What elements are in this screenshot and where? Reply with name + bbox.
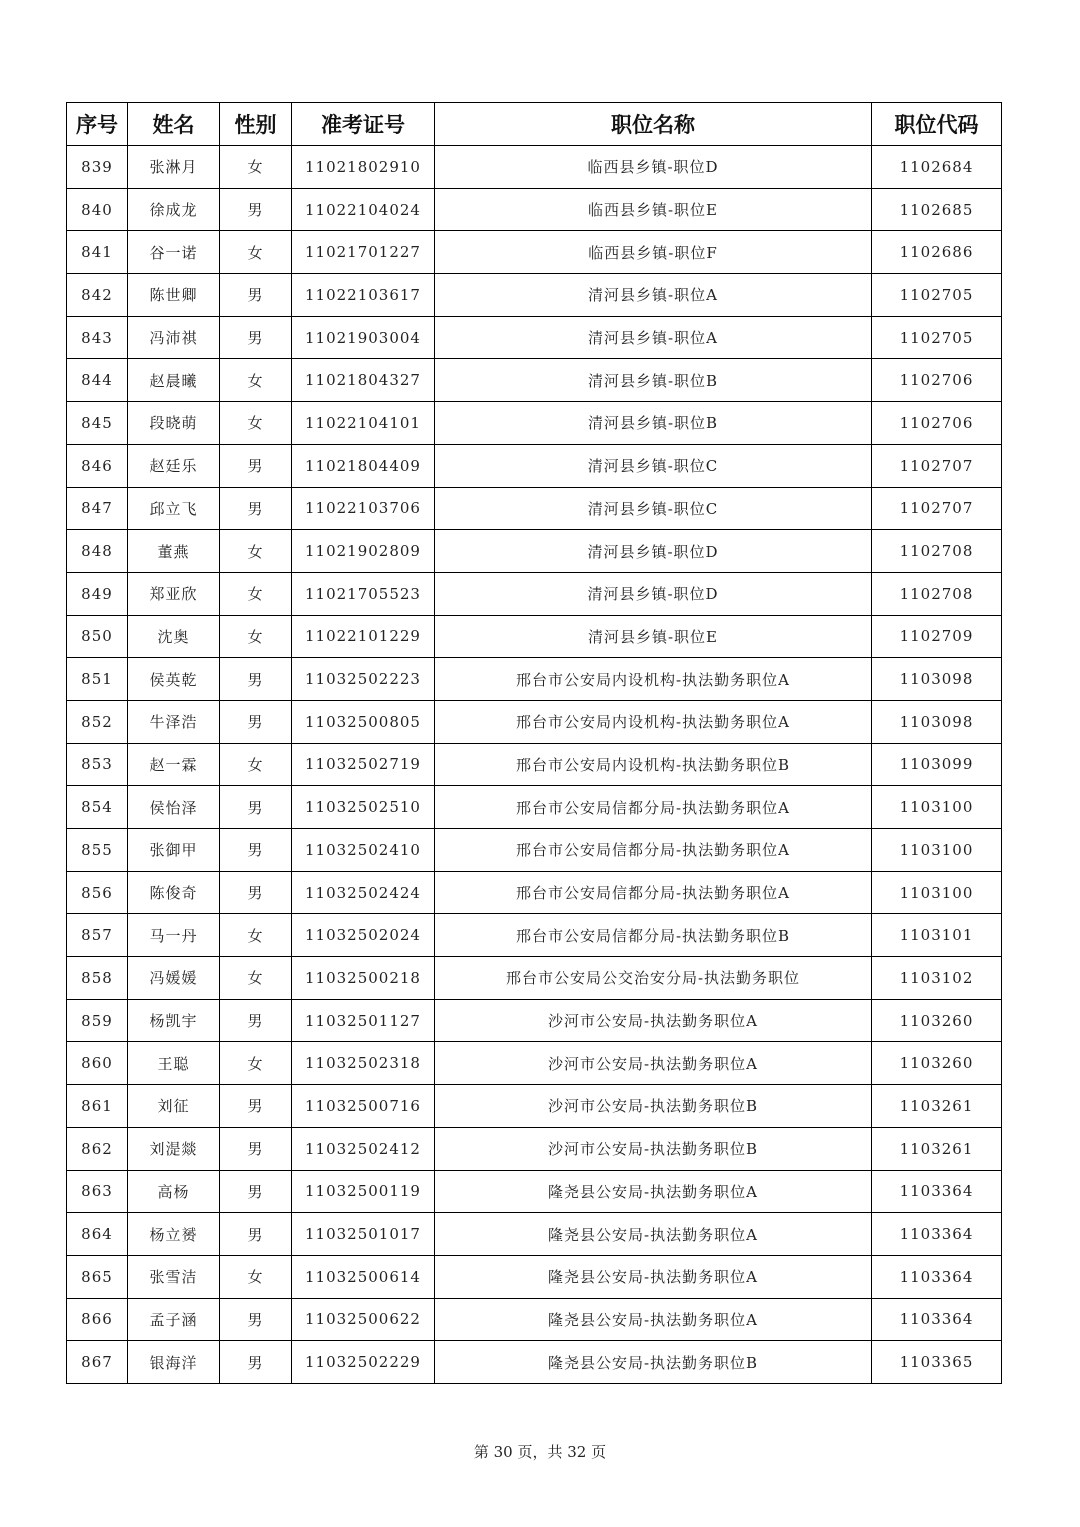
candidate-table (66, 102, 1002, 1384)
cell-gender: 男 (220, 274, 292, 317)
cell-gender: 男 (220, 1213, 292, 1256)
cell-position-name: 隆尧县公安局-执法勤务职位A (435, 1255, 872, 1298)
cell-position-code: 1103364 (872, 1170, 1002, 1213)
cell-position-code: 1102685 (872, 188, 1002, 231)
cell-name: 赵晨曦 (128, 359, 220, 402)
cell-index: 867 (67, 1341, 128, 1384)
cell-gender: 男 (220, 444, 292, 487)
cell-index: 843 (67, 316, 128, 359)
cell-name: 段晓萌 (128, 402, 220, 445)
cell-ticket-number: 11022104024 (292, 188, 435, 231)
table-row (67, 530, 1002, 573)
cell-ticket-number: 11032502719 (292, 743, 435, 786)
header-position-name: 职位名称 (435, 103, 872, 146)
cell-position-name: 邢台市公安局公交治安分局-执法勤务职位 (435, 957, 872, 1000)
cell-ticket-number: 11022103706 (292, 487, 435, 530)
cell-name: 高杨 (128, 1170, 220, 1213)
cell-gender: 男 (220, 871, 292, 914)
cell-position-code: 1102706 (872, 359, 1002, 402)
cell-position-code: 1102709 (872, 615, 1002, 658)
table-row (67, 786, 1002, 829)
cell-gender: 男 (220, 829, 292, 872)
cell-name: 陈俊奇 (128, 871, 220, 914)
cell-position-name: 清河县乡镇-职位C (435, 487, 872, 530)
cell-gender: 女 (220, 1042, 292, 1085)
cell-index: 859 (67, 999, 128, 1042)
cell-position-name: 隆尧县公安局-执法勤务职位B (435, 1341, 872, 1384)
cell-position-name: 邢台市公安局信都分局-执法勤务职位A (435, 871, 872, 914)
table-row (67, 1042, 1002, 1085)
cell-position-name: 临西县乡镇-职位E (435, 188, 872, 231)
table-row (67, 487, 1002, 530)
cell-ticket-number: 11032502318 (292, 1042, 435, 1085)
cell-name: 沈奥 (128, 615, 220, 658)
cell-index: 864 (67, 1213, 128, 1256)
cell-position-code: 1103364 (872, 1213, 1002, 1256)
table-row (67, 572, 1002, 615)
cell-position-name: 清河县乡镇-职位B (435, 359, 872, 402)
cell-name: 郑亚欣 (128, 572, 220, 615)
cell-index: 852 (67, 700, 128, 743)
cell-index: 850 (67, 615, 128, 658)
cell-index: 865 (67, 1255, 128, 1298)
table-row (67, 231, 1002, 274)
cell-index: 847 (67, 487, 128, 530)
cell-position-code: 1103100 (872, 786, 1002, 829)
cell-ticket-number: 11021705523 (292, 572, 435, 615)
cell-index: 840 (67, 188, 128, 231)
cell-position-name: 邢台市公安局信都分局-执法勤务职位A (435, 786, 872, 829)
cell-name: 杨立赟 (128, 1213, 220, 1256)
cell-position-code: 1103364 (872, 1255, 1002, 1298)
cell-gender: 男 (220, 188, 292, 231)
cell-name: 邱立飞 (128, 487, 220, 530)
table-row (67, 615, 1002, 658)
cell-index: 866 (67, 1298, 128, 1341)
table-row (67, 1170, 1002, 1213)
table-body (67, 146, 1002, 1384)
cell-ticket-number: 11032501017 (292, 1213, 435, 1256)
cell-gender: 男 (220, 658, 292, 701)
table-row (67, 402, 1002, 445)
cell-position-name: 邢台市公安局内设机构-执法勤务职位B (435, 743, 872, 786)
cell-name: 牛泽浩 (128, 700, 220, 743)
cell-gender: 男 (220, 1085, 292, 1128)
cell-gender: 女 (220, 615, 292, 658)
cell-name: 陈世卿 (128, 274, 220, 317)
cell-position-name: 清河县乡镇-职位A (435, 274, 872, 317)
cell-ticket-number: 11032501127 (292, 999, 435, 1042)
cell-ticket-number: 11032500716 (292, 1085, 435, 1128)
table-row (67, 743, 1002, 786)
cell-name: 张淋月 (128, 146, 220, 189)
cell-position-code: 1102706 (872, 402, 1002, 445)
cell-index: 849 (67, 572, 128, 615)
table-row (67, 1213, 1002, 1256)
cell-ticket-number: 11032500119 (292, 1170, 435, 1213)
cell-name: 董燕 (128, 530, 220, 573)
header-position-code: 职位代码 (872, 103, 1002, 146)
cell-ticket-number: 11021804327 (292, 359, 435, 402)
cell-gender: 女 (220, 957, 292, 1000)
cell-gender: 女 (220, 1255, 292, 1298)
cell-ticket-number: 11032500805 (292, 700, 435, 743)
cell-index: 853 (67, 743, 128, 786)
cell-name: 侯英乾 (128, 658, 220, 701)
cell-index: 854 (67, 786, 128, 829)
cell-index: 839 (67, 146, 128, 189)
cell-ticket-number: 11021902809 (292, 530, 435, 573)
cell-position-name: 临西县乡镇-职位D (435, 146, 872, 189)
cell-position-name: 邢台市公安局信都分局-执法勤务职位B (435, 914, 872, 957)
cell-position-name: 隆尧县公安局-执法勤务职位A (435, 1298, 872, 1341)
cell-name: 赵一霖 (128, 743, 220, 786)
cell-name: 赵廷乐 (128, 444, 220, 487)
cell-name: 刘湜燚 (128, 1127, 220, 1170)
cell-position-code: 1103098 (872, 658, 1002, 701)
cell-gender: 男 (220, 700, 292, 743)
cell-index: 855 (67, 829, 128, 872)
cell-ticket-number: 11021802910 (292, 146, 435, 189)
cell-index: 851 (67, 658, 128, 701)
cell-position-name: 隆尧县公安局-执法勤务职位A (435, 1170, 872, 1213)
cell-gender: 男 (220, 999, 292, 1042)
cell-position-name: 清河县乡镇-职位C (435, 444, 872, 487)
table-row (67, 829, 1002, 872)
cell-position-code: 1102707 (872, 487, 1002, 530)
cell-position-name: 沙河市公安局-执法勤务职位B (435, 1127, 872, 1170)
table-row (67, 146, 1002, 189)
cell-gender: 男 (220, 1170, 292, 1213)
cell-position-code: 1103101 (872, 914, 1002, 957)
cell-name: 银海洋 (128, 1341, 220, 1384)
cell-index: 858 (67, 957, 128, 1000)
header-index: 序号 (67, 103, 128, 146)
cell-gender: 女 (220, 231, 292, 274)
cell-ticket-number: 11032500614 (292, 1255, 435, 1298)
cell-index: 856 (67, 871, 128, 914)
cell-name: 冯媛媛 (128, 957, 220, 1000)
cell-ticket-number: 11032502223 (292, 658, 435, 701)
cell-ticket-number: 11032502229 (292, 1341, 435, 1384)
cell-name: 张雪洁 (128, 1255, 220, 1298)
cell-gender: 女 (220, 572, 292, 615)
table-row (67, 1341, 1002, 1384)
cell-position-name: 沙河市公安局-执法勤务职位B (435, 1085, 872, 1128)
cell-index: 841 (67, 231, 128, 274)
table-row (67, 1298, 1002, 1341)
cell-position-code: 1102684 (872, 146, 1002, 189)
cell-position-code: 1103260 (872, 1042, 1002, 1085)
cell-ticket-number: 11032502024 (292, 914, 435, 957)
cell-position-code: 1103261 (872, 1085, 1002, 1128)
table-row (67, 188, 1002, 231)
cell-ticket-number: 11021903004 (292, 316, 435, 359)
table-row (67, 999, 1002, 1042)
cell-index: 861 (67, 1085, 128, 1128)
cell-ticket-number: 11021701227 (292, 231, 435, 274)
header-ticket-number: 准考证号 (292, 103, 435, 146)
cell-ticket-number: 11032500218 (292, 957, 435, 1000)
cell-position-code: 1102707 (872, 444, 1002, 487)
table-row (67, 1127, 1002, 1170)
cell-ticket-number: 11022104101 (292, 402, 435, 445)
cell-name: 王聪 (128, 1042, 220, 1085)
cell-index: 862 (67, 1127, 128, 1170)
cell-name: 张御甲 (128, 829, 220, 872)
cell-position-name: 沙河市公安局-执法勤务职位A (435, 1042, 872, 1085)
cell-gender: 男 (220, 487, 292, 530)
cell-index: 844 (67, 359, 128, 402)
table-row (67, 914, 1002, 957)
cell-index: 845 (67, 402, 128, 445)
cell-gender: 女 (220, 359, 292, 402)
cell-position-name: 清河县乡镇-职位D (435, 572, 872, 615)
cell-position-code: 1102705 (872, 316, 1002, 359)
cell-gender: 女 (220, 402, 292, 445)
cell-position-name: 沙河市公安局-执法勤务职位A (435, 999, 872, 1042)
cell-index: 857 (67, 914, 128, 957)
cell-position-name: 邢台市公安局信都分局-执法勤务职位A (435, 829, 872, 872)
cell-position-code: 1103260 (872, 999, 1002, 1042)
cell-index: 860 (67, 1042, 128, 1085)
header-gender: 性别 (220, 103, 292, 146)
page-number-footer: 第 30 页，共 32 页 (473, 1443, 607, 1461)
table-header-row (67, 103, 1002, 146)
header-name: 姓名 (128, 103, 220, 146)
table-row (67, 957, 1002, 1000)
cell-index: 848 (67, 530, 128, 573)
table-row (67, 359, 1002, 402)
cell-gender: 男 (220, 786, 292, 829)
cell-name: 侯怡泽 (128, 786, 220, 829)
cell-name: 刘征 (128, 1085, 220, 1128)
cell-ticket-number: 11032502510 (292, 786, 435, 829)
cell-gender: 男 (220, 1298, 292, 1341)
cell-ticket-number: 11032502410 (292, 829, 435, 872)
table-row (67, 658, 1002, 701)
cell-position-code: 1102708 (872, 572, 1002, 615)
cell-position-code: 1102686 (872, 231, 1002, 274)
cell-position-code: 1103100 (872, 829, 1002, 872)
table-row (67, 700, 1002, 743)
cell-gender: 女 (220, 146, 292, 189)
cell-name: 孟子涵 (128, 1298, 220, 1341)
cell-gender: 男 (220, 1127, 292, 1170)
cell-name: 谷一诺 (128, 231, 220, 274)
cell-position-name: 临西县乡镇-职位F (435, 231, 872, 274)
cell-position-code: 1103099 (872, 743, 1002, 786)
cell-gender: 男 (220, 316, 292, 359)
cell-position-name: 隆尧县公安局-执法勤务职位A (435, 1213, 872, 1256)
cell-ticket-number: 11022101229 (292, 615, 435, 658)
cell-gender: 男 (220, 1341, 292, 1384)
cell-position-name: 清河县乡镇-职位B (435, 402, 872, 445)
table-row (67, 1255, 1002, 1298)
cell-position-name: 清河县乡镇-职位D (435, 530, 872, 573)
cell-position-code: 1103365 (872, 1341, 1002, 1384)
cell-index: 846 (67, 444, 128, 487)
cell-ticket-number: 11032500622 (292, 1298, 435, 1341)
cell-position-code: 1102705 (872, 274, 1002, 317)
cell-gender: 女 (220, 743, 292, 786)
cell-ticket-number: 11032502412 (292, 1127, 435, 1170)
table-row (67, 274, 1002, 317)
cell-position-code: 1103261 (872, 1127, 1002, 1170)
cell-name: 冯沛祺 (128, 316, 220, 359)
cell-index: 863 (67, 1170, 128, 1213)
cell-name: 杨凯宇 (128, 999, 220, 1042)
cell-gender: 女 (220, 914, 292, 957)
table-row (67, 1085, 1002, 1128)
cell-name: 徐成龙 (128, 188, 220, 231)
cell-position-name: 清河县乡镇-职位A (435, 316, 872, 359)
cell-ticket-number: 11021804409 (292, 444, 435, 487)
cell-gender: 女 (220, 530, 292, 573)
cell-position-code: 1102708 (872, 530, 1002, 573)
cell-position-code: 1103098 (872, 700, 1002, 743)
cell-position-name: 邢台市公安局内设机构-执法勤务职位A (435, 658, 872, 701)
cell-position-name: 清河县乡镇-职位E (435, 615, 872, 658)
cell-ticket-number: 11022103617 (292, 274, 435, 317)
table-row (67, 316, 1002, 359)
cell-position-name: 邢台市公安局内设机构-执法勤务职位A (435, 700, 872, 743)
table-row (67, 444, 1002, 487)
cell-position-code: 1103364 (872, 1298, 1002, 1341)
cell-position-code: 1103102 (872, 957, 1002, 1000)
cell-name: 马一丹 (128, 914, 220, 957)
cell-ticket-number: 11032502424 (292, 871, 435, 914)
cell-position-code: 1103100 (872, 871, 1002, 914)
cell-index: 842 (67, 274, 128, 317)
table-row (67, 871, 1002, 914)
